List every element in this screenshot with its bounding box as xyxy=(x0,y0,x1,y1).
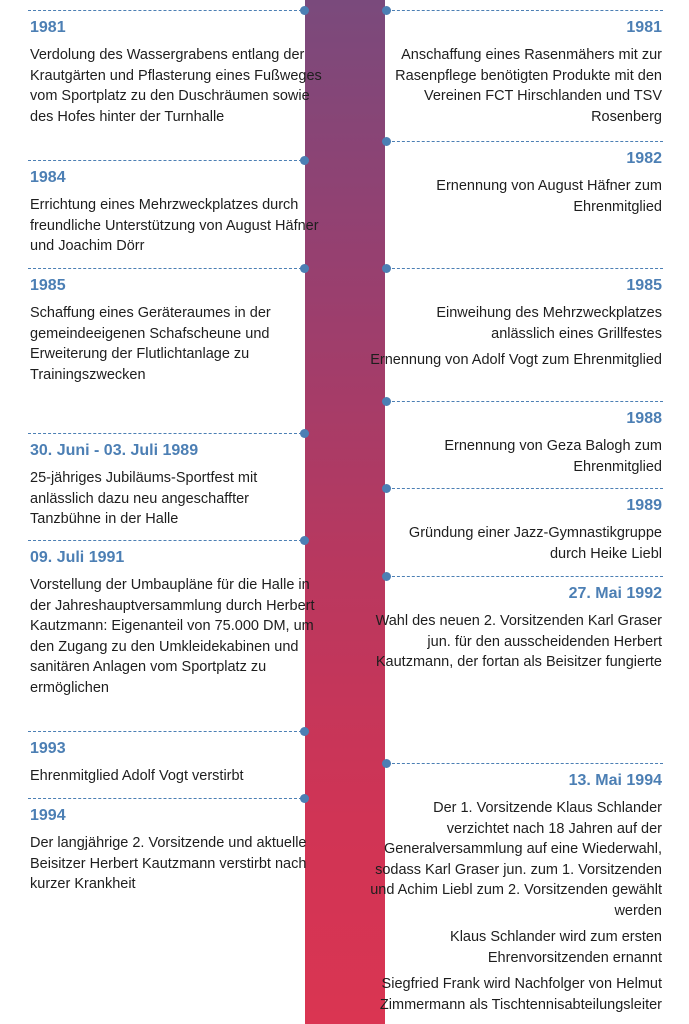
entry-text: Einweihung des Mehrzweckplatzes anlässlich eines Grillfestes xyxy=(436,305,662,342)
right-connector-line xyxy=(387,268,663,269)
entry-text: Ehrenmitglied Adolf Vogt verstirbt xyxy=(30,768,244,784)
entry-date: 1984 xyxy=(30,169,66,186)
left-connector-line xyxy=(28,798,302,799)
right-connector-line xyxy=(387,141,663,142)
right-timeline-entry xyxy=(370,276,662,377)
entry-text: Ernennung von Adolf Vogt zum Ehrenmitglied xyxy=(370,352,662,368)
entry-text: Verdolung des Wassergrabens entlang der Krautgärten und Pflasterung eines Fußweges vom Sportplatz zu den Duschräumen sowie des Hofes hinter der Turnhalle xyxy=(30,47,322,125)
timeline-dot-icon xyxy=(300,6,309,15)
entry-text: Vorstellung der Umbaupläne für die Halle in der Jahreshauptversammlung durch Herbert Kautzmann: Eigenanteil von 75.000 DM, um den Zugang zu den Umkleidekabinen und sanitären Anlagen vom Sportplatz zu ermöglichen xyxy=(30,577,315,696)
entry-text: Wahl des neuen 2. Vorsitzenden Karl Graser jun. für den ausscheidenden Herbert Kautzmann, der fortan als Beisitzer fungierte xyxy=(375,613,662,670)
entry-text: Errichtung eines Mehrzweckplatzes durch freundliche Unterstützung von August Häfner und Joachim Dörr xyxy=(30,197,319,254)
right-timeline-entry xyxy=(370,584,662,679)
timeline-dot-icon xyxy=(300,794,309,803)
timeline-dot-icon xyxy=(382,759,391,768)
timeline-dot-icon xyxy=(382,137,391,146)
entry-text: 25-jähriges Jubiläums-Sportfest mit anlässlich dazu neu angeschaffter Tanzbühne in der Halle xyxy=(30,470,258,527)
left-connector-line xyxy=(28,160,302,161)
timeline-dot-icon xyxy=(300,156,309,165)
entry-text: Der 1. Vorsitzende Klaus Schlander verzichtet nach 18 Jahren auf der Generalversammlung auf eine Wiederwahl, sodass Karl Graser jun. zum 1. Vorsitzenden und Achim Liebl zum 2. Vorsitzenden gewählt werden xyxy=(370,800,662,919)
right-timeline-entry xyxy=(370,496,662,570)
right-connector-line xyxy=(387,401,663,402)
left-timeline-entry xyxy=(30,276,322,391)
left-timeline-entry xyxy=(30,18,322,133)
left-timeline-entry xyxy=(30,168,322,263)
entry-text: Ernennung von August Häfner zum Ehrenmitglied xyxy=(436,178,662,215)
left-connector-line xyxy=(28,268,302,269)
entry-text: Siegfried Frank wird Nachfolger von Helmut Zimmermann als Tischtennisabteilungsleiter xyxy=(379,976,662,1013)
entry-text: Anschaffung eines Rasenmähers mit zur Rasenpflege benötigten Produkte mit den Vereinen FCT Hirschlanden und TSV Rosenberg xyxy=(395,47,662,125)
entry-date: 1988 xyxy=(626,410,662,427)
right-connector-line xyxy=(387,763,663,764)
timeline-dot-icon xyxy=(300,536,309,545)
left-connector-line xyxy=(28,540,302,541)
entry-date: 09. Juli 1991 xyxy=(30,549,125,566)
entry-date: 1985 xyxy=(30,277,66,294)
timeline-dot-icon xyxy=(300,727,309,736)
timeline-dot-icon xyxy=(382,484,391,493)
left-connector-line xyxy=(28,731,302,732)
right-connector-line xyxy=(387,10,663,11)
entry-date: 1994 xyxy=(30,807,66,824)
right-connector-line xyxy=(387,488,663,489)
left-timeline-entry xyxy=(30,806,322,901)
entry-text: Gründung einer Jazz-Gymnastikgruppe durch Heike Liebl xyxy=(408,525,662,562)
entry-text: Ernennung von Geza Balogh zum Ehrenmitglied xyxy=(444,438,662,475)
entry-date: 1985 xyxy=(626,277,662,294)
entry-date: 13. Mai 1994 xyxy=(568,772,662,789)
entry-date: 1982 xyxy=(626,150,662,167)
left-connector-line xyxy=(28,10,302,11)
entry-text: Schaffung eines Geräteraumes in der gemeindeeigenen Schafscheune und Erweiterung der Flutlichtanlage zu Trainingszwecken xyxy=(30,305,271,383)
timeline-dot-icon xyxy=(300,264,309,273)
left-timeline-entry xyxy=(30,548,322,704)
timeline-dot-icon xyxy=(382,264,391,273)
entry-text: Der langjährige 2. Vorsitzende und aktuelle Beisitzer Herbert Kautzmann verstirbt nach kurzer Krankheit xyxy=(30,835,307,892)
entry-date: 30. Juni - 03. Juli 1989 xyxy=(30,442,199,459)
left-timeline-entry xyxy=(30,441,322,536)
timeline-dot-icon xyxy=(382,6,391,15)
right-timeline-entry xyxy=(370,149,662,223)
entry-date: 1981 xyxy=(30,19,66,36)
entry-date: 1993 xyxy=(30,740,66,757)
right-timeline-entry xyxy=(370,18,662,133)
timeline-dot-icon xyxy=(382,397,391,406)
timeline-dot-icon xyxy=(300,429,309,438)
timeline-dot-icon xyxy=(382,572,391,581)
entry-text: Klaus Schlander wird zum ersten Ehrenvorsitzenden ernannt xyxy=(450,929,662,966)
right-timeline-entry xyxy=(370,771,662,1021)
entry-date: 1989 xyxy=(626,497,662,514)
left-connector-line xyxy=(28,433,302,434)
right-timeline-entry xyxy=(370,409,662,483)
entry-date: 1981 xyxy=(626,19,662,36)
left-timeline-entry xyxy=(30,739,322,793)
right-connector-line xyxy=(387,576,663,577)
entry-date: 27. Mai 1992 xyxy=(568,585,662,602)
